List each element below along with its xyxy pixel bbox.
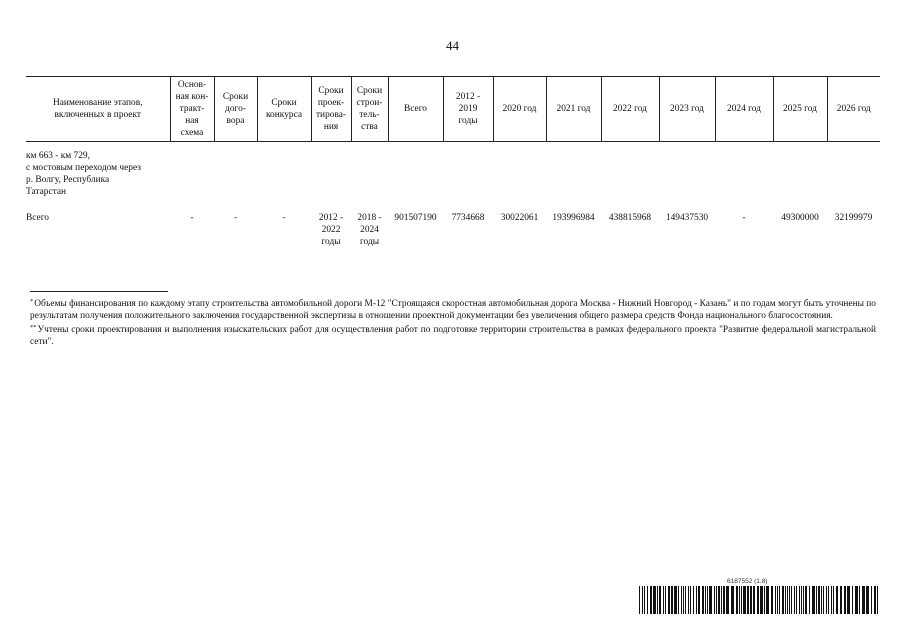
barcode-bar: [785, 586, 786, 614]
barcode-bar: [789, 586, 790, 614]
table-header-row: [26, 77, 880, 142]
header-tender: Сроки конкурса: [257, 77, 311, 142]
barcode-bar: [750, 586, 752, 614]
barcode-bar: [852, 586, 853, 614]
barcode-bar: [771, 586, 773, 614]
barcode-bar: [821, 586, 822, 614]
barcode-bar: [809, 586, 810, 614]
footnotes: [30, 296, 876, 348]
header-construction: Сроки строи- тель- ства: [351, 77, 388, 142]
header-2022: 2022 год: [601, 77, 659, 142]
page-number: 44: [446, 38, 459, 53]
segment-name: км 663 - км 729, с мостовым переходом через р. Волгу, Республика Татарстан: [26, 151, 141, 197]
barcode-bar: [775, 586, 776, 614]
barcode-bar: [698, 586, 700, 614]
barcode-bar: [690, 586, 691, 614]
barcode-bar: [777, 586, 778, 614]
total-tender: -: [282, 213, 286, 223]
barcode-bar: [714, 586, 715, 614]
barcode-bar: [739, 586, 740, 614]
total-2020: 30022061: [500, 213, 539, 223]
total-2026: 32199979: [834, 213, 873, 223]
header-design: Сроки проек- тирова- ния: [311, 77, 351, 142]
footnote-2-text: Учтены сроки проектирования и выполнения изыскательских работ для осуществления работ по подготовке территории строительства в рамках федерального проекта "Развитие федеральной магистральной сети".: [30, 325, 876, 347]
header-2021: 2021 год: [546, 77, 601, 142]
total-2022: 438815968: [608, 213, 652, 223]
total-2023: 149437530: [665, 213, 709, 223]
barcode-bar: [862, 586, 865, 614]
barcode-bar: [828, 586, 829, 614]
barcode-bar: [866, 586, 869, 614]
table-row-total: [26, 212, 880, 248]
total-construction: 2018 - 2024 годы: [357, 213, 382, 247]
barcode-bar: [668, 586, 670, 614]
document-stamp: 6187552 (1.8): [727, 578, 768, 585]
barcode-bar: [726, 586, 729, 614]
barcode-bar: [707, 586, 708, 614]
total-label: Всего: [26, 213, 49, 223]
header-2025: 2025 год: [773, 77, 827, 142]
barcode-icon: [639, 586, 880, 614]
barcode-bar: [823, 586, 824, 614]
barcode-bar: [718, 586, 720, 614]
barcode-bar: [855, 586, 858, 614]
footnote-divider: [30, 291, 168, 292]
footnote-1-text: Объемы финансирования по каждому этапу строительства автомобильной дороги М-12 "Строящаяся скоростная автомобильная дорога Москва - Нижний Новгород - Казань" и по годам могут быть уточнены по результатам получения положительного заключения государственной экспертизы в отношении проектной документации без увеличения общего размера средств Фонда национального благосостояния.: [30, 299, 876, 321]
table-row-segment: [26, 150, 880, 212]
barcode-bar: [674, 586, 677, 614]
header-name: Наименование этапов, включенных в проект: [26, 77, 170, 142]
barcode-bar: [650, 586, 652, 614]
barcode-bar: [801, 586, 802, 614]
barcode-bar: [681, 586, 682, 614]
footnote-1: [30, 296, 876, 322]
barcode-bar: [794, 586, 795, 614]
barcode-bar: [753, 586, 755, 614]
total-scheme: -: [190, 213, 194, 223]
header-scheme: Основ- ная кон- тракт- ная схема: [170, 77, 214, 142]
barcode-bar: [787, 586, 788, 614]
barcode-bar: [678, 586, 679, 614]
barcode-bar: [688, 586, 689, 614]
total-2024: -: [742, 213, 746, 223]
barcode-bar: [791, 586, 792, 614]
barcode-bar: [657, 586, 658, 614]
barcode-bar: [705, 586, 706, 614]
barcode-bar: [743, 586, 746, 614]
barcode-bar: [796, 586, 797, 614]
barcode-bar: [877, 586, 878, 614]
barcode-bar: [741, 586, 742, 614]
barcode-bar: [723, 586, 725, 614]
barcode-bar: [716, 586, 717, 614]
barcode-bar: [874, 586, 876, 614]
barcode-bar: [836, 586, 838, 614]
barcode-bar: [782, 586, 784, 614]
barcode-bar: [760, 586, 763, 614]
barcode-bar: [831, 586, 832, 614]
barcode-bar: [709, 586, 712, 614]
barcode-bar: [799, 586, 800, 614]
barcode-bar: [833, 586, 834, 614]
barcode-bar: [644, 586, 645, 614]
footnote-1-mark: *: [30, 298, 34, 305]
header-2023: 2023 год: [659, 77, 715, 142]
barcode-bar: [816, 586, 817, 614]
barcode-bar: [696, 586, 697, 614]
barcode-bar: [653, 586, 656, 614]
barcode-bar: [665, 586, 666, 614]
header-contract: Сроки дого- вора: [214, 77, 257, 142]
barcode-bar: [659, 586, 661, 614]
barcode-bar: [805, 586, 807, 614]
barcode-bar: [847, 586, 850, 614]
barcode-bar: [639, 586, 640, 614]
barcode-bar: [747, 586, 749, 614]
barcode-bar: [840, 586, 842, 614]
header-2020: 2020 год: [493, 77, 546, 142]
barcode-bar: [702, 586, 704, 614]
barcode-bar: [736, 586, 738, 614]
barcode-bar: [642, 586, 643, 614]
barcode-bar: [721, 586, 722, 614]
total-contract: -: [233, 213, 238, 223]
barcode-bar: [764, 586, 765, 614]
barcode-bar: [757, 586, 759, 614]
total-2021: 193996984: [552, 213, 595, 223]
barcode-bar: [685, 586, 686, 614]
header-total: Всего: [388, 77, 443, 142]
barcode-bar: [844, 586, 846, 614]
header-2026: 2026 год: [827, 77, 880, 142]
barcode-bar: [731, 586, 734, 614]
financing-table: [26, 76, 880, 248]
barcode-bar: [859, 586, 860, 614]
barcode-bar: [871, 586, 872, 614]
total-2025: 49300000: [781, 213, 819, 223]
header-2024: 2024 год: [715, 77, 773, 142]
header-2012-2019: 2012 - 2019 годы: [443, 77, 493, 142]
total-design: 2012 - 2022 годы: [318, 213, 344, 247]
barcode-bar: [818, 586, 820, 614]
total-sum: 901507190: [394, 213, 437, 223]
barcode-bar: [826, 586, 827, 614]
barcode-bar: [647, 586, 648, 614]
barcode-bar: [779, 586, 780, 614]
barcode-bar: [683, 586, 684, 614]
barcode-bar: [803, 586, 804, 614]
barcode-bar: [812, 586, 815, 614]
barcode-bar: [693, 586, 694, 614]
barcode-bar: [766, 586, 769, 614]
footnote-2-mark: **: [30, 324, 37, 332]
barcode-bar: [671, 586, 673, 614]
footnote-2: [30, 322, 876, 348]
total-2012-2019: 7734668: [451, 213, 485, 223]
barcode-bar: [663, 586, 664, 614]
